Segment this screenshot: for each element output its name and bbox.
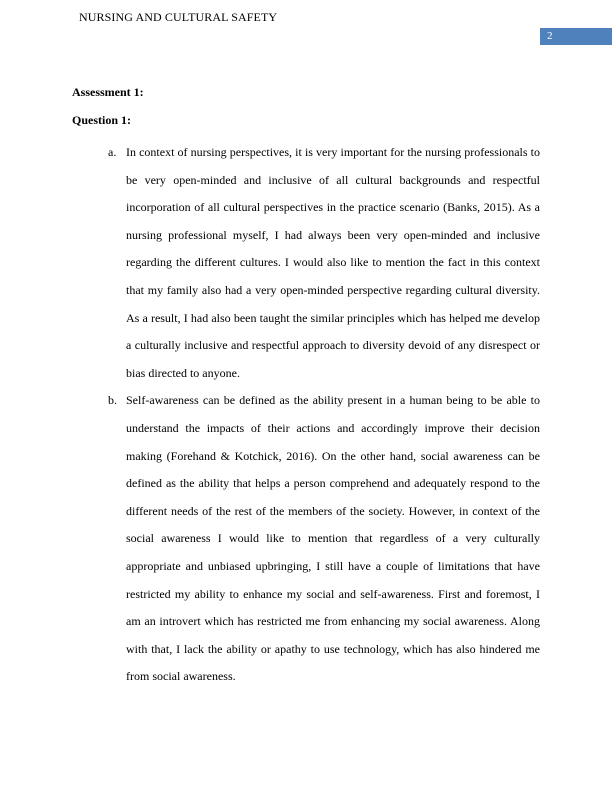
question-heading: Question 1: (72, 113, 132, 127)
page-number-badge: 2 (540, 28, 612, 45)
answer-list (0, 139, 612, 691)
answer-item-b (0, 387, 612, 691)
answer-paragraph: Self-awareness can be defined as the ability present in a human being to be able to understand the impacts of their actions and accordingly improve their decision making (Forehand & Kotchick, 2016). On the other hand, social awareness can be defined as the ability that helps a person comprehend and adequately respond to the different needs of the rest of the members of the society. However, in context of the social awareness I would like to mention that regardless of a very culturally appropriate and unbiased upbringing, I still have a couple of limitations that have restricted my ability to enhance my social and self-awareness. First and foremost, I am an introvert which has restricted me from enhancing my social awareness. Along with that, I lack the ability or apathy to use technology, which has also hindered me from social awareness. (126, 393, 540, 684)
assessment-heading: Assessment 1: (72, 85, 144, 99)
list-marker: b. (108, 393, 117, 408)
answer-item-a (0, 139, 612, 387)
list-marker: a. (108, 145, 117, 159)
running-head: NURSING AND CULTURAL SAFETY (79, 10, 278, 24)
answer-paragraph: In context of nursing perspectives, it is very important for the nursing professionals to be very open-minded and inclusive of all cultural backgrounds and respectful incorporation of all cultural perspectives in the practice scenario (Banks, 2015). As a nursing professional myself, I had always been very open-minded and inclusive regarding the different cultures. I would also like to mention the fact in this context that my family also had a very open-minded perspective regarding cultural diversity. As a result, I had also been taught the similar principles which has helped me develop a culturally inclusive and respectful approach to diversity devoid of any disrespect or bias directed to anyone. (126, 145, 540, 380)
